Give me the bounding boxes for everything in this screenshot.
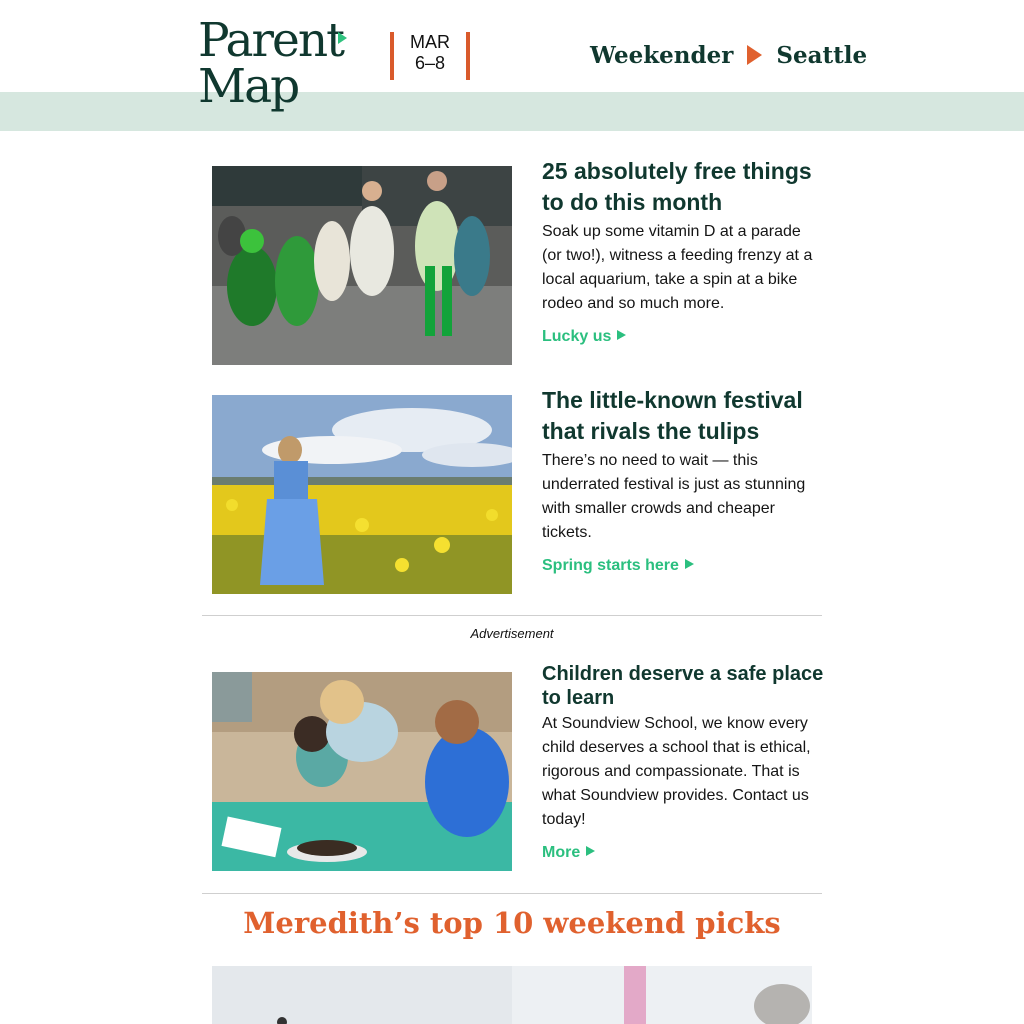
cta-label: More [542, 844, 581, 861]
cta-label: Lucky us [542, 328, 612, 345]
article-body: There’s no need to wait — this underrated festival is just as stunning with smaller crowds and cheaper tickets. [542, 452, 806, 541]
issue-date [390, 32, 470, 80]
edition-title [590, 38, 868, 72]
play-arrow-icon [747, 45, 762, 65]
advertisement-label: Advertisement [470, 626, 554, 641]
divider [202, 615, 822, 616]
weekend-picks-heading: Meredith’s top 10 weekend picks [243, 906, 781, 940]
more-link[interactable] [542, 842, 595, 864]
parade-photo[interactable] [212, 166, 512, 365]
ad-body: At Soundview School, we know every child deserves a school that is ethical, rigorous and compassionate. That is what Soundview provides. Contact us today! [542, 715, 811, 828]
play-arrow-icon [617, 330, 626, 340]
issue-days: 6–8 [414, 53, 446, 73]
weekend-picks-photo[interactable] [212, 966, 812, 1024]
daffodil-photo[interactable] [212, 395, 512, 594]
ad-title[interactable]: Children deserve a safe place to learn [542, 663, 824, 709]
issue-month: MAR [410, 32, 450, 52]
header-band [0, 92, 1024, 131]
logo-word-map: Map [198, 59, 299, 114]
edition-name: Weekender [590, 41, 734, 69]
spring-starts-link[interactable] [542, 555, 694, 577]
parentmap-logo[interactable] [198, 13, 358, 118]
article-text [542, 385, 824, 577]
article-body: Soak up some vitamin D at a parade (or two!), witness a feeding frenzy at a local aquarium, take a spin at a bike rodeo and so much more. [542, 223, 813, 312]
lucky-us-link[interactable] [542, 326, 626, 348]
logo-play-icon [338, 32, 347, 44]
logo-word-parent: Parent [198, 13, 343, 68]
divider [202, 893, 822, 894]
play-arrow-icon [685, 559, 694, 569]
play-arrow-icon [586, 846, 595, 856]
classroom-photo[interactable] [212, 672, 512, 871]
article-title[interactable]: 25 absolutely free things to do this month [542, 158, 812, 215]
ad-text [542, 662, 824, 864]
edition-city: Seattle [776, 41, 868, 69]
cta-label: Spring starts here [542, 557, 679, 574]
article-title[interactable]: The little-known festival that rivals the tulips [542, 387, 803, 444]
article-text [542, 156, 824, 348]
